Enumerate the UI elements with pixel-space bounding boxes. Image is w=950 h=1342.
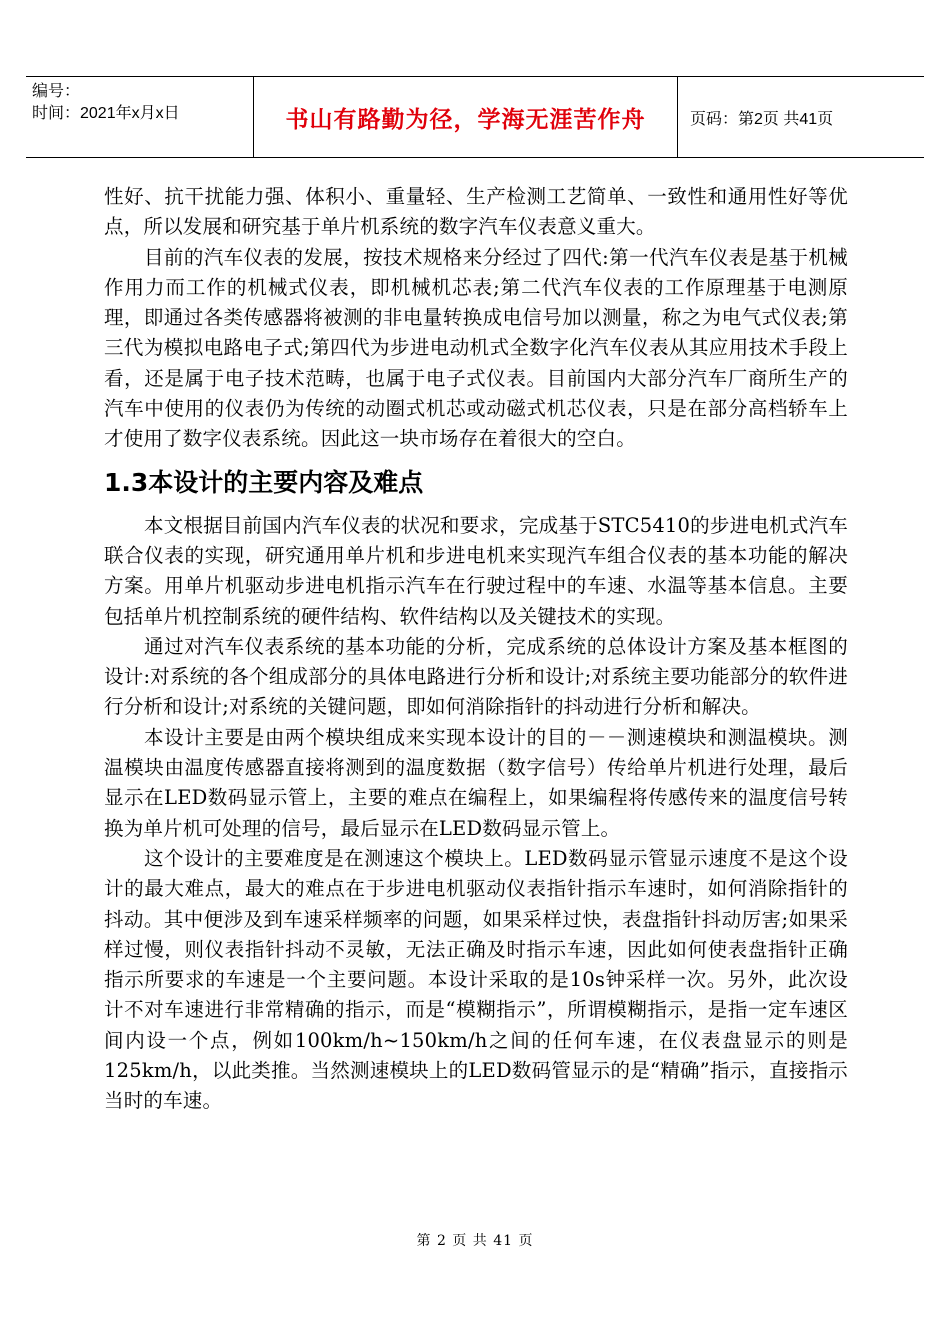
paragraph: 本文根据目前国内汽车仪表的状况和要求，完成基于STC5410的步进电机式汽车联合仪表的实现，研究通用单片机和步进电机来实现汽车组合仪表的基本功能的解决方案。用单片机驱动步进电机指示汽车在行驶过程中的车速、水温等基本信息。主要包括单片机控制系统的硬件结构、软件结构以及关键技术的实现。: [104, 513, 848, 628]
header-motto-cell: [254, 77, 678, 157]
paragraph: 目前的汽车仪表的发展，按技术规格来分经过了四代:第一代汽车仪表是基于机械作用力而工作的机械式仪表，即机械机芯表;第二代汽车仪表的工作原理基于电测原理，即通过各类传感器将被测的非电量转换成电信号加以测量，称之为电气式仪表;第三代为模拟电路电子式;第四代为步进电动机式全数字化汽车仪表从其应用技术手段上看，还是属于电子技术范畴，也属于电子式仪表。目前国内大部分汽车厂商所生产的汽车中使用的仪表仍为传统的动圈式机芯或动磁式机芯仪表，只是在部分高档轿车上才使用了数字仪表系统。因此这一块市场存在着很大的空白。: [104, 245, 848, 451]
paragraph: 这个设计的主要难度是在测速这个模块上。LED数码显示管显示速度不是这个设计的最大难点，最大的难点在于步进电机驱动仪表指针指示车速时，如何消除指针的抖动。其中便涉及到车速采样频率的问题，如果采样过快，表盘指针抖动厉害;如果采样过慢，则仪表指针抖动不灵敏，无法正确及时指示车速，因此如何使表盘指针正确指示所要求的车速是一个主要问题。本设计采取的是10s钟采样一次。另外，此次设计不对车速进行非常精确的指示，而是“模糊指示”，所谓模糊指示，是指一定车速区间内设一个点，例如100km/h~150km/h之间的任何车速，在仪表盘显示的则是125km/h，以此类推。当然测速模块上的LED数码管显示的是“精确”指示，直接指示当时的车速。: [104, 846, 848, 1113]
paragraph: 性好、抗干扰能力强、体积小、重量轻、生产检测工艺简单、一致性和通用性好等优点，所以发展和研究基于单片机系统的数字汽车仪表意义重大。: [104, 185, 848, 239]
page-header: [26, 76, 924, 158]
paragraph: 本设计主要是由两个模块组成来实现本设计的目的－－测速模块和测温模块。测温模块由温度传感器直接将测到的温度数据（数字信号）传给单片机进行处理，最后显示在LED数码显示管上，主要的难点在编程上，如果编程将传感传来的温度信号转换为单片机可处理的信号，最后显示在LED数码显示管上。: [104, 725, 848, 840]
header-page-cell: [678, 77, 924, 157]
document-body: [104, 182, 848, 1117]
section-heading: 1.3本设计的主要内容及难点: [104, 467, 424, 497]
header-meta-cell: [26, 77, 254, 157]
page-footer: 第 2 页 共 41 页: [416, 1233, 534, 1249]
motto-text: 书山有路勤为径，学海无涯苦作舟: [285, 106, 646, 133]
paragraph: 通过对汽车仪表系统的基本功能的分析，完成系统的总体设计方案及基本框图的设计:对系统的各个组成部分的具体电路进行分析和设计;对系统主要功能部分的软件进行分析和设计;对系统的关键问题，即如何消除指针的抖动进行分析和解决。: [104, 634, 848, 719]
time-label: 时间：2021年x月x日: [32, 105, 180, 122]
page-info: 页码：第2页 共41页: [690, 110, 834, 128]
code-label: 编号：: [32, 83, 81, 100]
